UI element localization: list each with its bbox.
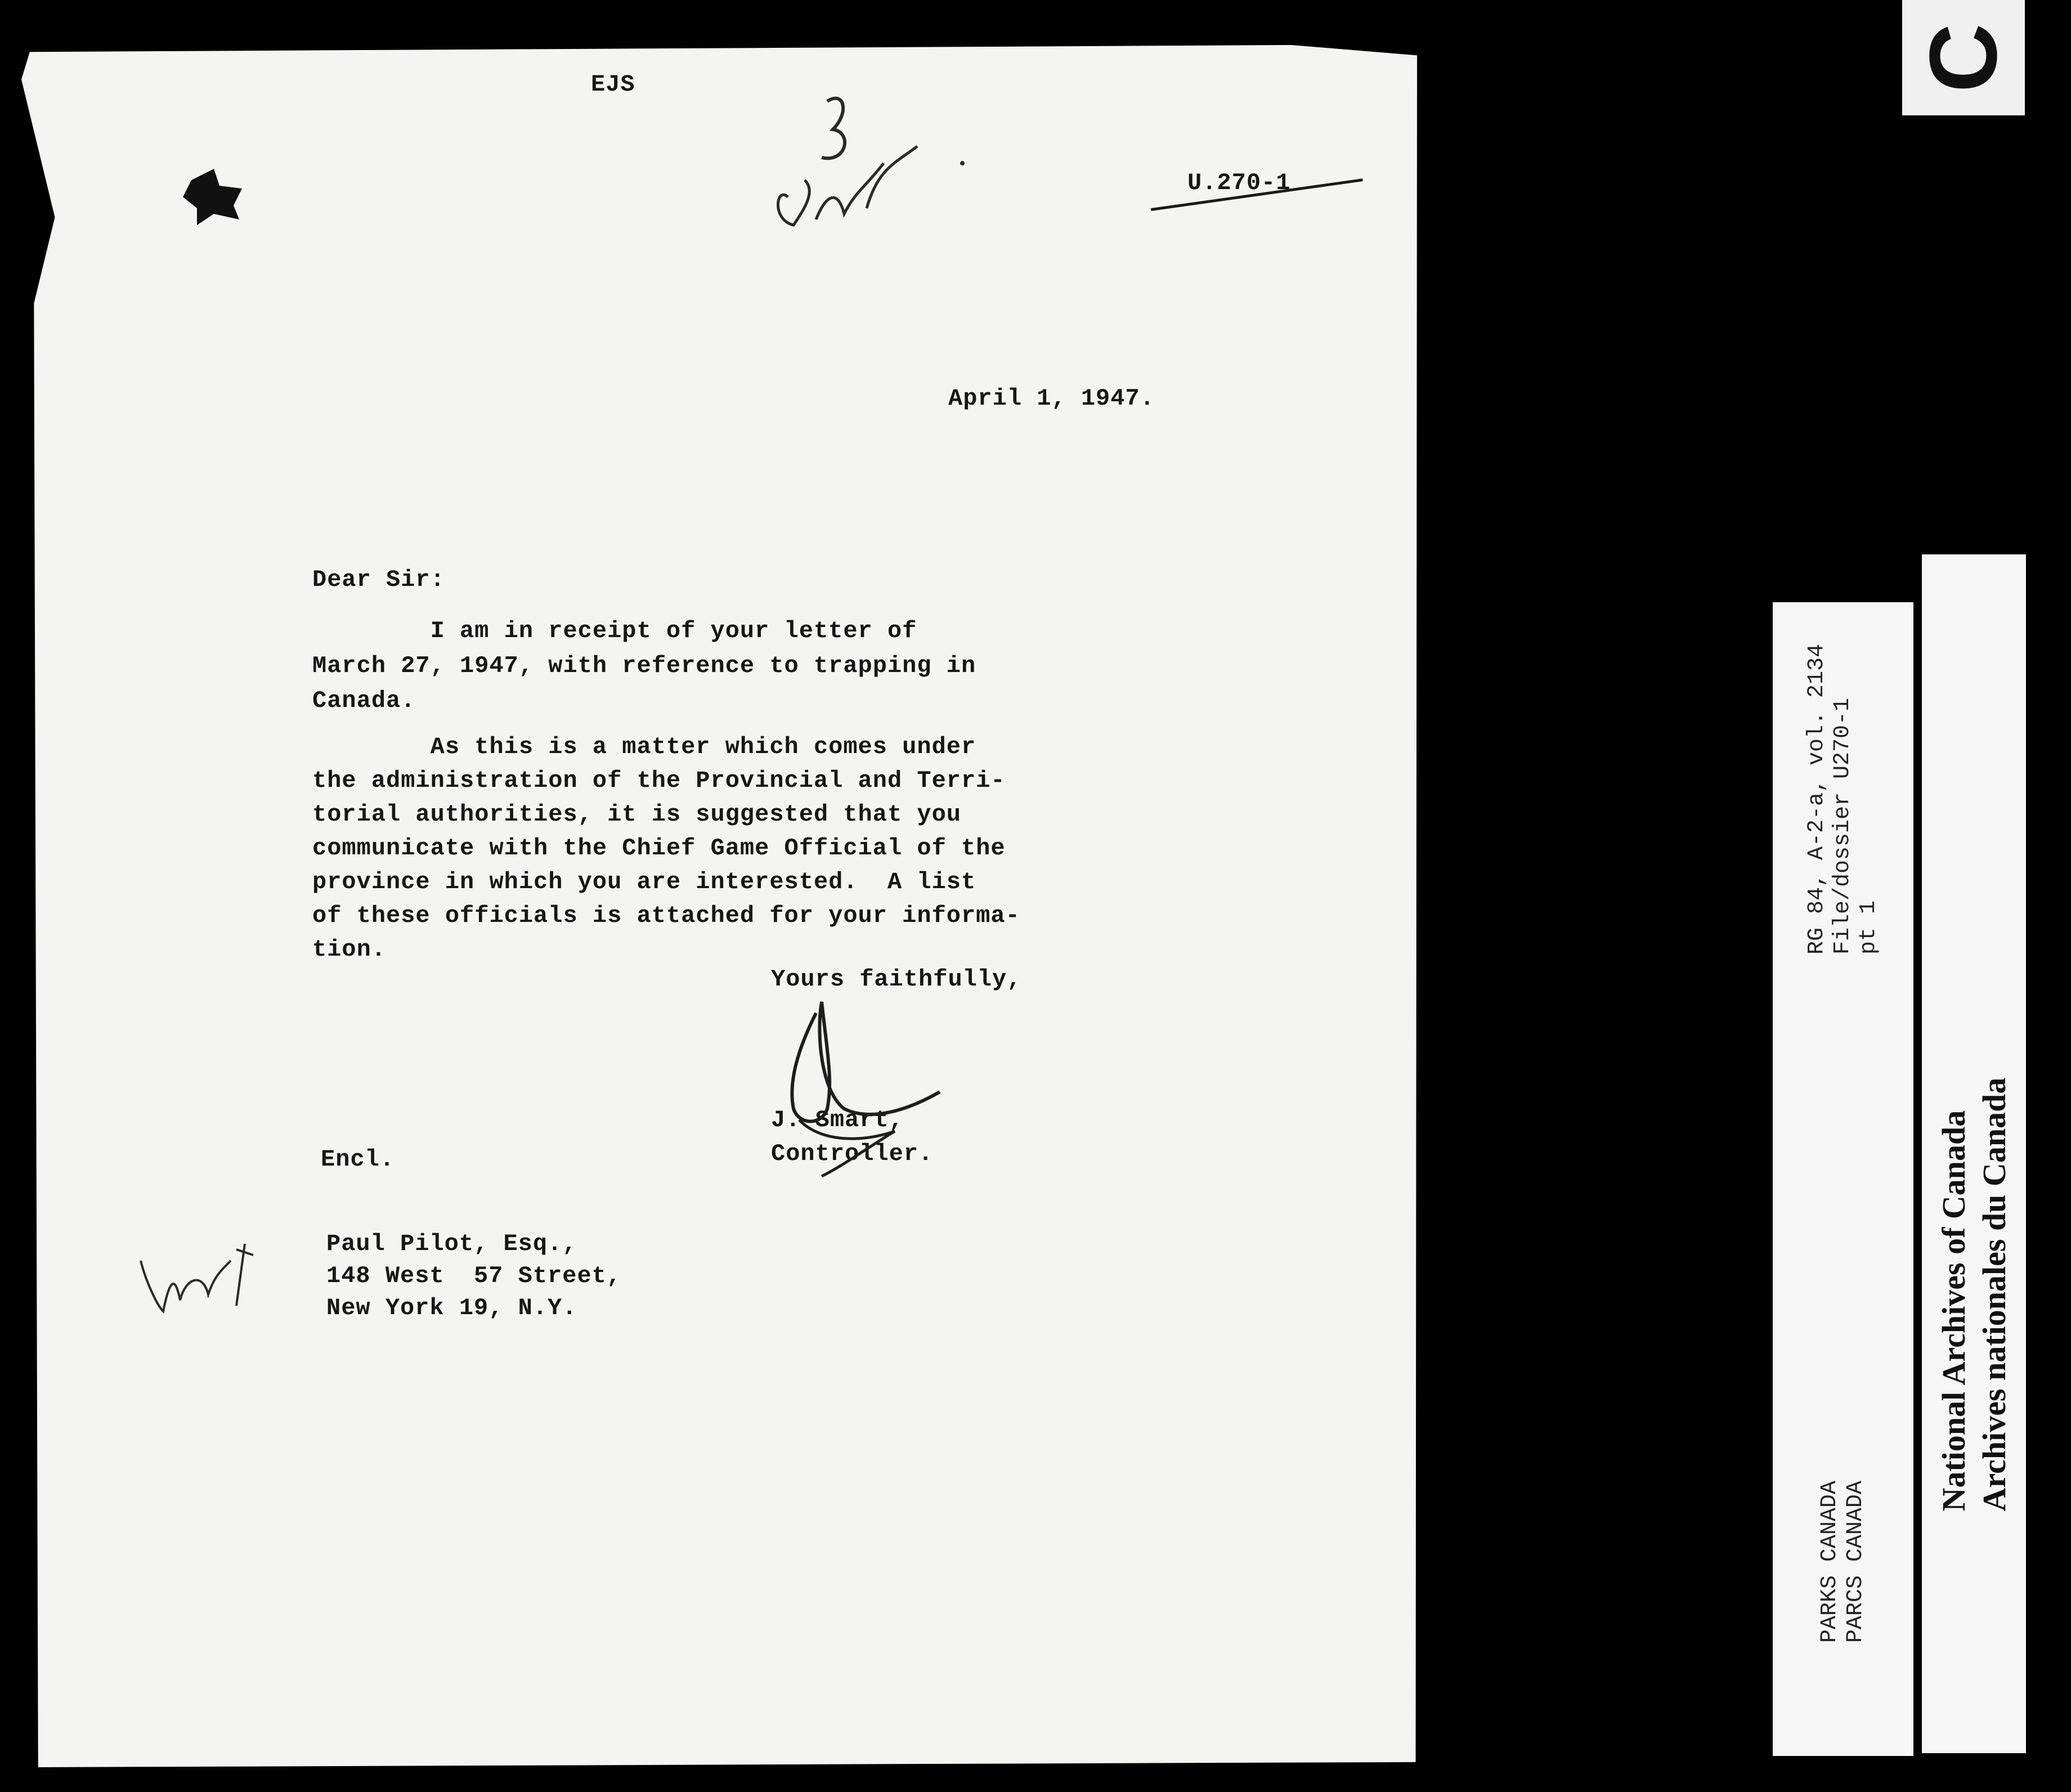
recipient-name: Paul Pilot, Esq.,	[326, 1230, 577, 1257]
signatory-name: J. Smart,	[771, 1106, 904, 1134]
agency-name-area	[1773, 1368, 1913, 1756]
recipient-address-line-2: New York 19, N.Y.	[326, 1294, 577, 1321]
archive-reference: RG 84, A-2-a, vol. 2134 File/dossier U270-1 pt 1	[1804, 643, 1881, 955]
archive-reference-area	[1773, 602, 1913, 996]
closing: Yours faithfully,	[771, 966, 1022, 993]
national-archives-label-card	[1922, 554, 2026, 1753]
archive-name: National Archives of Canada Archives nationales du Canada	[1935, 1077, 2012, 1512]
archive-tab-letter: C	[1910, 23, 2017, 92]
body-paragraph-2: As this is a matter which comes under the administration of the Provincial and Terri- torial authorities, it is suggested that you communicate with the Chief Game Official of the province in which you are interested. A list of these officials is attached for your informa- tion.	[312, 733, 1020, 963]
salutation: Dear Sir:	[312, 566, 445, 593]
handwritten-margin-note	[124, 1227, 270, 1351]
ink-blot	[180, 163, 253, 231]
enclosure-note: Encl.	[321, 1146, 395, 1173]
agency-name: PARKS CANADA PARCS CANADA	[1817, 1480, 1868, 1643]
parks-canada-label-card	[1773, 602, 1913, 1756]
recipient-address-line-1: 148 West 57 Street,	[326, 1262, 622, 1289]
letter-date: April 1, 1947.	[948, 385, 1155, 412]
body-paragraph-1: I am in receipt of your letter of March 27, 1947, with reference to trapping in Canada.	[312, 617, 976, 714]
handwritten-initials-mark	[754, 79, 990, 281]
signature	[754, 979, 968, 1193]
file-number: U.270-1	[1187, 169, 1291, 196]
signatory-title: Controller.	[771, 1140, 934, 1167]
typist-initials: EJS	[591, 71, 635, 98]
archive-tab-card	[1902, 0, 2025, 115]
